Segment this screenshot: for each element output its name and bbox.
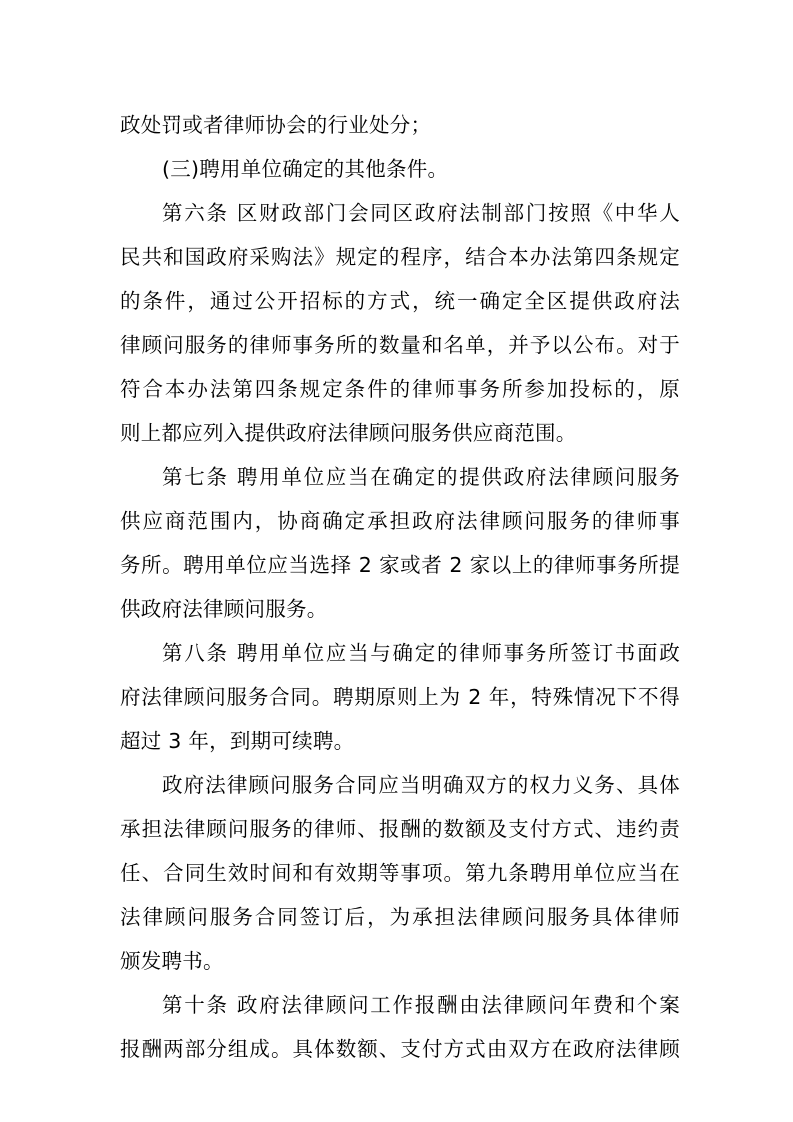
article-7-line-4: 供政府法律顾问服务。	[120, 597, 328, 621]
article-8-line-2: 府法律顾问服务合同。聘期原则上为 2 年，特殊情况下不得	[120, 685, 680, 709]
text-line-2: (三)聘用单位确定的其他条件。	[162, 157, 449, 181]
article-8-line-3: 超过 3 年，到期可续聘。	[120, 729, 355, 753]
text-line-1: 政处罚或者律师协会的行业处分；	[120, 113, 432, 137]
article-10-line-1: 第十条 政府法律顾问工作报酬由法律顾问年费和个案	[162, 993, 680, 1017]
article-6-line-6: 则上都应列入提供政府法律顾问服务供应商范围。	[120, 421, 577, 445]
contract-paragraph-line-5: 颁发聘书。	[120, 949, 224, 973]
contract-paragraph-line-1: 政府法律顾问服务合同应当明确双方的权力义务、具体	[162, 773, 680, 797]
article-6-line-2: 民共和国政府采购法》规定的程序，结合本办法第四条规定	[120, 245, 680, 269]
article-7-line-1: 第七条 聘用单位应当在确定的提供政府法律顾问服务	[162, 465, 680, 489]
contract-paragraph-line-4: 法律顾问服务合同签订后，为承担法律顾问服务具体律师	[120, 905, 680, 929]
contract-paragraph-line-3: 任、合同生效时间和有效期等事项。第九条聘用单位应当在	[120, 861, 680, 885]
article-7-line-3: 务所。聘用单位应当选择 2 家或者 2 家以上的律师事务所提	[120, 553, 680, 577]
article-8-line-1: 第八条 聘用单位应当与确定的律师事务所签订书面政	[162, 641, 680, 665]
article-6-line-5: 符合本办法第四条规定条件的律师事务所参加投标的，原	[120, 377, 680, 401]
article-6-line-4: 律顾问服务的律师事务所的数量和名单，并予以公布。对于	[120, 333, 680, 357]
contract-paragraph-line-2: 承担法律顾问服务的律师、报酬的数额及支付方式、违约责	[120, 817, 680, 841]
article-6-line-1: 第六条 区财政部门会同区政府法制部门按照《中华人	[162, 201, 680, 225]
article-10-line-2: 报酬两部分组成。具体数额、支付方式由双方在政府法律顾	[120, 1037, 680, 1061]
article-6-line-3: 的条件，通过公开招标的方式，统一确定全区提供政府法	[120, 289, 680, 313]
article-7-line-2: 供应商范围内，协商确定承担政府法律顾问服务的律师事	[120, 509, 680, 533]
